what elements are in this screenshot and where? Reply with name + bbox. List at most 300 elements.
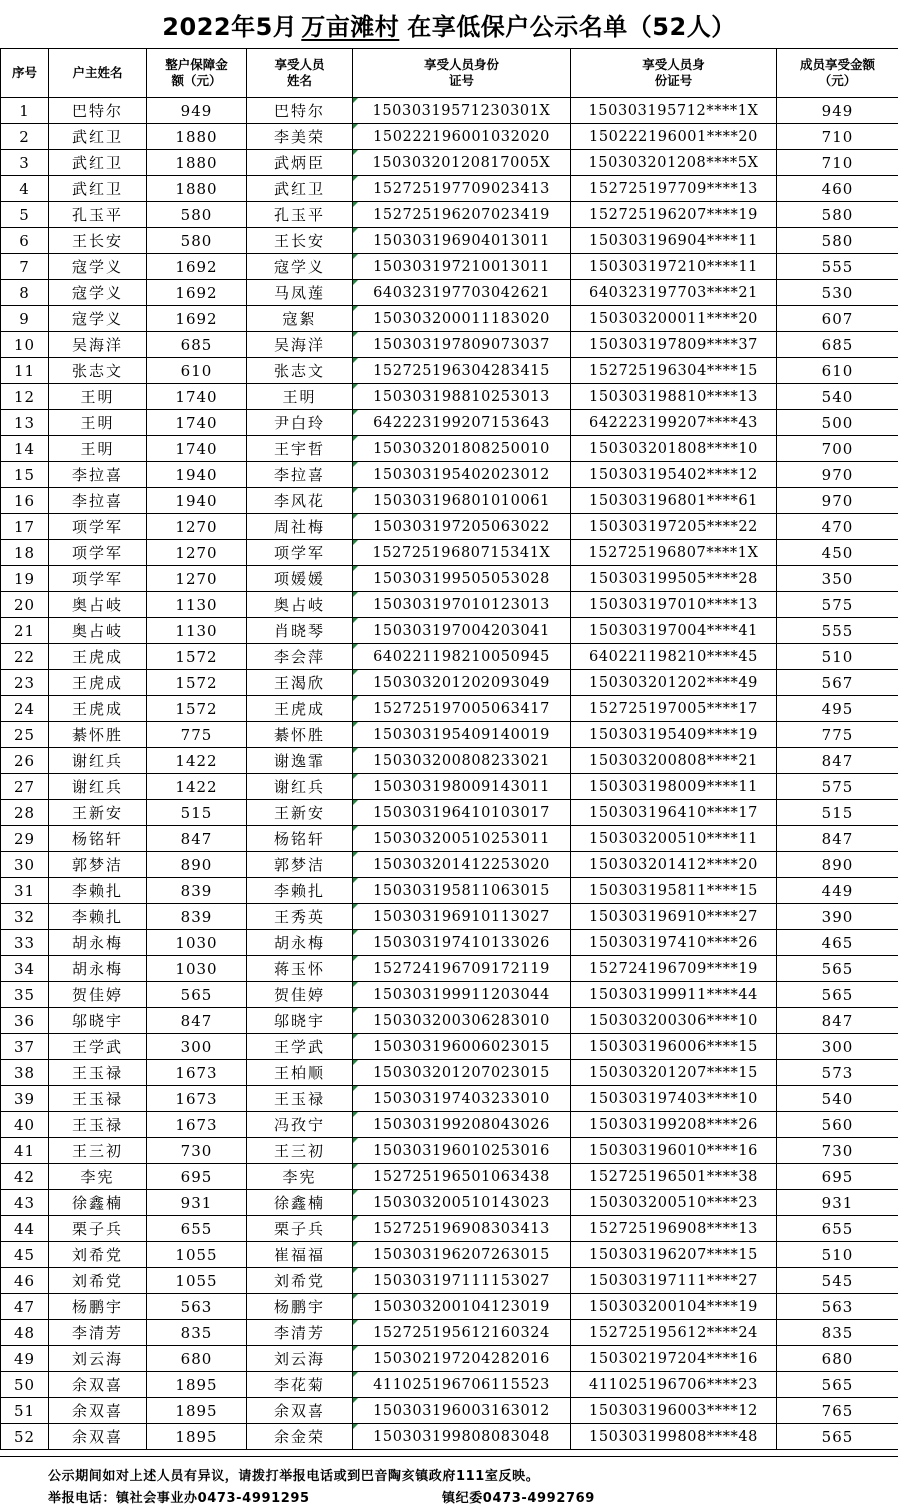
household-head: 王玉禄 [49, 1060, 147, 1086]
member-id: 150303195409140019 [353, 722, 571, 748]
member-name: 张志文 [247, 358, 353, 384]
table-header-row [1, 49, 898, 98]
row-index: 9 [1, 306, 49, 332]
member-id: 150303196207263015 [353, 1242, 571, 1268]
member-name: 周社梅 [247, 514, 353, 540]
member-amount: 560 [777, 1112, 898, 1138]
household-amount: 1895 [147, 1424, 247, 1450]
member-id-masked: 150303201808****10 [571, 436, 777, 462]
member-amount: 847 [777, 748, 898, 774]
member-name: 杨鹏宇 [247, 1294, 353, 1320]
table-row [1, 332, 898, 358]
page-title [0, 0, 898, 48]
member-id: 152725197005063417 [353, 696, 571, 722]
table-row [1, 1320, 898, 1346]
member-id-masked: 152725196908****13 [571, 1216, 777, 1242]
member-id-masked: 152725197005****17 [571, 696, 777, 722]
member-amount: 545 [777, 1268, 898, 1294]
member-id-masked: 152725196304****15 [571, 358, 777, 384]
member-amount: 610 [777, 358, 898, 384]
member-name: 李会萍 [247, 644, 353, 670]
table-row [1, 436, 898, 462]
member-id-masked: 150303199208****26 [571, 1112, 777, 1138]
member-id-masked: 150303201207****15 [571, 1060, 777, 1086]
table-row [1, 774, 898, 800]
member-amount: 530 [777, 280, 898, 306]
household-head: 余双喜 [49, 1372, 147, 1398]
member-id-masked: 150303196003****12 [571, 1398, 777, 1424]
household-head: 王虎成 [49, 696, 147, 722]
household-amount: 931 [147, 1190, 247, 1216]
row-index: 7 [1, 254, 49, 280]
household-head: 谢红兵 [49, 774, 147, 800]
member-name: 李风花 [247, 488, 353, 514]
member-id-masked: 150303196006****15 [571, 1034, 777, 1060]
row-index: 26 [1, 748, 49, 774]
member-amount: 573 [777, 1060, 898, 1086]
member-id-masked: 150303200306****10 [571, 1008, 777, 1034]
table-row [1, 514, 898, 540]
household-amount: 655 [147, 1216, 247, 1242]
member-id-masked: 150303198810****13 [571, 384, 777, 410]
member-id: 152725196304283415 [353, 358, 571, 384]
household-head: 李赖扎 [49, 878, 147, 904]
table-row [1, 1008, 898, 1034]
member-id: 150303200011183020 [353, 306, 571, 332]
row-index: 17 [1, 514, 49, 540]
member-id-masked: 150303201412****20 [571, 852, 777, 878]
member-name: 巴特尔 [247, 98, 353, 124]
table-row [1, 930, 898, 956]
household-head: 武红卫 [49, 176, 147, 202]
row-index: 6 [1, 228, 49, 254]
table-row [1, 280, 898, 306]
member-id-masked: 411025196706****23 [571, 1372, 777, 1398]
member-id: 150303201808250010 [353, 436, 571, 462]
member-name: 吴海洋 [247, 332, 353, 358]
household-head: 王三初 [49, 1138, 147, 1164]
member-id: 150303200104123019 [353, 1294, 571, 1320]
member-id: 150303199505053028 [353, 566, 571, 592]
household-head: 武红卫 [49, 124, 147, 150]
member-id: 150303196801010061 [353, 488, 571, 514]
household-amount: 1673 [147, 1060, 247, 1086]
row-index: 49 [1, 1346, 49, 1372]
member-amount: 655 [777, 1216, 898, 1242]
table-row [1, 1138, 898, 1164]
member-name: 李清芳 [247, 1320, 353, 1346]
member-amount: 450 [777, 540, 898, 566]
member-amount: 563 [777, 1294, 898, 1320]
household-amount: 1055 [147, 1268, 247, 1294]
member-amount: 495 [777, 696, 898, 722]
household-amount: 1692 [147, 306, 247, 332]
row-index: 27 [1, 774, 49, 800]
member-amount: 730 [777, 1138, 898, 1164]
row-index: 23 [1, 670, 49, 696]
table-row [1, 852, 898, 878]
member-id-masked: 150303201208****5X [571, 150, 777, 176]
household-head: 李拉喜 [49, 488, 147, 514]
member-id-masked: 150302197204****16 [571, 1346, 777, 1372]
member-id-masked: 150303197205****22 [571, 514, 777, 540]
footer-hotline-discipline: 镇纪委0473-4992769 [442, 1491, 595, 1506]
household-amount: 1940 [147, 462, 247, 488]
member-amount: 685 [777, 332, 898, 358]
member-id: 152724196709172119 [353, 956, 571, 982]
member-amount: 970 [777, 488, 898, 514]
member-id-masked: 152725196807****1X [571, 540, 777, 566]
member-id: 150303196904013011 [353, 228, 571, 254]
member-id: 152725196207023419 [353, 202, 571, 228]
household-amount: 847 [147, 826, 247, 852]
table-row [1, 878, 898, 904]
household-amount: 1895 [147, 1372, 247, 1398]
member-amount: 300 [777, 1034, 898, 1060]
table-row [1, 748, 898, 774]
household-amount: 1673 [147, 1086, 247, 1112]
table-row [1, 1268, 898, 1294]
household-amount: 1880 [147, 150, 247, 176]
member-name: 李花菊 [247, 1372, 353, 1398]
member-id-masked: 150303197410****26 [571, 930, 777, 956]
row-index: 11 [1, 358, 49, 384]
household-amount: 565 [147, 982, 247, 1008]
table-row [1, 800, 898, 826]
member-name: 李拉喜 [247, 462, 353, 488]
row-index: 14 [1, 436, 49, 462]
household-head: 栗子兵 [49, 1216, 147, 1242]
row-index: 5 [1, 202, 49, 228]
col-header-member-amount: 成员享受金额（元） [777, 49, 898, 98]
member-amount: 847 [777, 826, 898, 852]
table-row [1, 592, 898, 618]
row-index: 19 [1, 566, 49, 592]
table-row [1, 1086, 898, 1112]
table-row [1, 254, 898, 280]
household-amount: 1740 [147, 384, 247, 410]
member-id: 150303200510253011 [353, 826, 571, 852]
household-head: 李清芳 [49, 1320, 147, 1346]
member-id: 150222196001032020 [353, 124, 571, 150]
title-village: 万亩滩村 [301, 12, 400, 41]
row-index: 18 [1, 540, 49, 566]
row-index: 43 [1, 1190, 49, 1216]
household-amount: 1880 [147, 176, 247, 202]
household-head: 谢红兵 [49, 748, 147, 774]
member-name: 王虎成 [247, 696, 353, 722]
household-head: 胡永梅 [49, 956, 147, 982]
household-head: 奥占岐 [49, 618, 147, 644]
row-index: 34 [1, 956, 49, 982]
member-id: 150303198810253013 [353, 384, 571, 410]
member-id: 640323197703042621 [353, 280, 571, 306]
member-amount: 847 [777, 1008, 898, 1034]
member-amount: 607 [777, 306, 898, 332]
row-index: 51 [1, 1398, 49, 1424]
member-name: 杨铭轩 [247, 826, 353, 852]
household-head: 项学军 [49, 514, 147, 540]
household-head: 李宪 [49, 1164, 147, 1190]
member-id-masked: 150303197004****41 [571, 618, 777, 644]
row-index: 48 [1, 1320, 49, 1346]
member-id-masked: 150303196410****17 [571, 800, 777, 826]
member-id: 150303197410133026 [353, 930, 571, 956]
table-row [1, 1190, 898, 1216]
member-id-masked: 640221198210****45 [571, 644, 777, 670]
household-amount: 563 [147, 1294, 247, 1320]
member-name: 郭梦洁 [247, 852, 353, 878]
member-id: 150303195811063015 [353, 878, 571, 904]
member-id-masked: 642223199207****43 [571, 410, 777, 436]
member-id: 152725196501063438 [353, 1164, 571, 1190]
member-amount: 565 [777, 1372, 898, 1398]
row-index: 1 [1, 98, 49, 124]
row-index: 36 [1, 1008, 49, 1034]
household-head: 徐鑫楠 [49, 1190, 147, 1216]
member-amount: 575 [777, 592, 898, 618]
member-name: 奥占岐 [247, 592, 353, 618]
member-id: 150303197010123013 [353, 592, 571, 618]
table-row [1, 540, 898, 566]
member-id: 640221198210050945 [353, 644, 571, 670]
member-id-masked: 150303197403****10 [571, 1086, 777, 1112]
member-id: 150303198009143011 [353, 774, 571, 800]
row-index: 29 [1, 826, 49, 852]
beneficiary-table [0, 48, 898, 1450]
member-id: 150303197004203041 [353, 618, 571, 644]
household-amount: 1422 [147, 748, 247, 774]
row-index: 2 [1, 124, 49, 150]
row-index: 22 [1, 644, 49, 670]
member-id-masked: 150303199505****28 [571, 566, 777, 592]
title-prefix: 2022年5月 [162, 12, 298, 41]
household-head: 项学军 [49, 566, 147, 592]
member-name: 李宪 [247, 1164, 353, 1190]
member-id-masked: 152725196501****38 [571, 1164, 777, 1190]
col-header-index: 序号 [1, 49, 49, 98]
row-index: 50 [1, 1372, 49, 1398]
row-index: 40 [1, 1112, 49, 1138]
row-index: 35 [1, 982, 49, 1008]
household-head: 刘希党 [49, 1268, 147, 1294]
member-id: 150303196010253016 [353, 1138, 571, 1164]
member-name: 綦怀胜 [247, 722, 353, 748]
table-row [1, 1242, 898, 1268]
member-name: 武红卫 [247, 176, 353, 202]
member-id: 150303197210013011 [353, 254, 571, 280]
member-id: 150303201207023015 [353, 1060, 571, 1086]
household-amount: 695 [147, 1164, 247, 1190]
household-amount: 1880 [147, 124, 247, 150]
household-amount: 1895 [147, 1398, 247, 1424]
table-row [1, 202, 898, 228]
member-id: 150303196410103017 [353, 800, 571, 826]
row-index: 44 [1, 1216, 49, 1242]
household-amount: 847 [147, 1008, 247, 1034]
table-row [1, 98, 898, 124]
household-head: 寇学义 [49, 254, 147, 280]
table-row [1, 176, 898, 202]
row-index: 10 [1, 332, 49, 358]
member-amount: 555 [777, 618, 898, 644]
member-id: 150303201412253020 [353, 852, 571, 878]
household-head: 孔玉平 [49, 202, 147, 228]
household-head: 王明 [49, 436, 147, 462]
row-index: 4 [1, 176, 49, 202]
household-amount: 1270 [147, 540, 247, 566]
household-amount: 890 [147, 852, 247, 878]
row-index: 31 [1, 878, 49, 904]
member-id-masked: 150303197809****37 [571, 332, 777, 358]
household-amount: 1270 [147, 514, 247, 540]
household-head: 郭梦洁 [49, 852, 147, 878]
household-head: 吴海洋 [49, 332, 147, 358]
row-index: 33 [1, 930, 49, 956]
household-head: 李赖扎 [49, 904, 147, 930]
household-head: 刘希党 [49, 1242, 147, 1268]
member-amount: 765 [777, 1398, 898, 1424]
member-id-masked: 152725195612****24 [571, 1320, 777, 1346]
member-amount: 970 [777, 462, 898, 488]
member-id: 150303195402023012 [353, 462, 571, 488]
table-body [1, 98, 898, 1450]
member-amount: 710 [777, 124, 898, 150]
member-id-masked: 150303197010****13 [571, 592, 777, 618]
household-amount: 1572 [147, 670, 247, 696]
table-row [1, 462, 898, 488]
row-index: 42 [1, 1164, 49, 1190]
member-name: 肖晓琴 [247, 618, 353, 644]
member-id-masked: 150303200808****21 [571, 748, 777, 774]
member-id-masked: 150303201202****49 [571, 670, 777, 696]
household-head: 巴特尔 [49, 98, 147, 124]
member-name: 栗子兵 [247, 1216, 353, 1242]
household-amount: 685 [147, 332, 247, 358]
table-row [1, 1372, 898, 1398]
member-id: 150303197205063022 [353, 514, 571, 540]
row-index: 12 [1, 384, 49, 410]
table-row [1, 904, 898, 930]
household-head: 武红卫 [49, 150, 147, 176]
table-row [1, 956, 898, 982]
member-id: 150303197111153027 [353, 1268, 571, 1294]
household-head: 刘云海 [49, 1346, 147, 1372]
household-head: 余双喜 [49, 1424, 147, 1450]
member-amount: 775 [777, 722, 898, 748]
member-id-masked: 150303196910****27 [571, 904, 777, 930]
household-amount: 1692 [147, 280, 247, 306]
household-head: 胡永梅 [49, 930, 147, 956]
member-id-masked: 150303195409****19 [571, 722, 777, 748]
household-head: 王虎成 [49, 644, 147, 670]
col-header-member-id: 享受人员身份证号 [353, 49, 571, 98]
member-amount: 510 [777, 644, 898, 670]
member-id: 150303197809073037 [353, 332, 571, 358]
household-amount: 1270 [147, 566, 247, 592]
member-amount: 835 [777, 1320, 898, 1346]
member-id-masked: 152724196709****19 [571, 956, 777, 982]
table-row [1, 618, 898, 644]
member-id: 150303199208043026 [353, 1112, 571, 1138]
household-head: 杨铭轩 [49, 826, 147, 852]
household-head: 邬晓宇 [49, 1008, 147, 1034]
member-amount: 700 [777, 436, 898, 462]
member-name: 马凤莲 [247, 280, 353, 306]
member-name: 尹白玲 [247, 410, 353, 436]
household-amount: 515 [147, 800, 247, 826]
member-amount: 710 [777, 150, 898, 176]
member-name: 王三初 [247, 1138, 353, 1164]
table-row [1, 1164, 898, 1190]
member-name: 项学军 [247, 540, 353, 566]
member-amount: 460 [777, 176, 898, 202]
household-head: 王玉禄 [49, 1086, 147, 1112]
member-id-masked: 150303200011****20 [571, 306, 777, 332]
member-id-masked: 150303195712****1X [571, 98, 777, 124]
member-name: 寇絮 [247, 306, 353, 332]
member-id: 150303196910113027 [353, 904, 571, 930]
household-amount: 1673 [147, 1112, 247, 1138]
member-name: 寇学义 [247, 254, 353, 280]
household-head: 王明 [49, 410, 147, 436]
member-id: 15030319571230301X [353, 98, 571, 124]
household-amount: 775 [147, 722, 247, 748]
household-head: 项学军 [49, 540, 147, 566]
table-row [1, 228, 898, 254]
member-id: 150302197204282016 [353, 1346, 571, 1372]
member-name: 蒋玉怀 [247, 956, 353, 982]
member-amount: 515 [777, 800, 898, 826]
table-row [1, 410, 898, 436]
row-index: 13 [1, 410, 49, 436]
member-name: 贺佳婷 [247, 982, 353, 1008]
table-row [1, 1398, 898, 1424]
member-name: 武炳臣 [247, 150, 353, 176]
household-amount: 580 [147, 202, 247, 228]
table-row [1, 566, 898, 592]
footer-notice [0, 1456, 898, 1512]
member-id: 642223199207153643 [353, 410, 571, 436]
member-id: 150303200306283010 [353, 1008, 571, 1034]
col-header-member-name: 享受人员姓名 [247, 49, 353, 98]
member-id-masked: 150303196010****16 [571, 1138, 777, 1164]
household-head: 綦怀胜 [49, 722, 147, 748]
table-row [1, 696, 898, 722]
member-id: 150303201202093049 [353, 670, 571, 696]
table-row [1, 826, 898, 852]
member-id: 152725196908303413 [353, 1216, 571, 1242]
household-amount: 839 [147, 904, 247, 930]
member-amount: 567 [777, 670, 898, 696]
household-amount: 580 [147, 228, 247, 254]
member-name: 刘希党 [247, 1268, 353, 1294]
member-id-masked: 150303198009****11 [571, 774, 777, 800]
household-amount: 1130 [147, 592, 247, 618]
member-id-masked: 640323197703****21 [571, 280, 777, 306]
col-header-household-head: 户主姓名 [49, 49, 147, 98]
member-name: 王新安 [247, 800, 353, 826]
member-id-masked: 150303196207****15 [571, 1242, 777, 1268]
household-amount: 949 [147, 98, 247, 124]
household-amount: 680 [147, 1346, 247, 1372]
member-name: 项媛媛 [247, 566, 353, 592]
row-index: 16 [1, 488, 49, 514]
member-name: 余双喜 [247, 1398, 353, 1424]
row-index: 3 [1, 150, 49, 176]
household-head: 张志文 [49, 358, 147, 384]
table-row [1, 124, 898, 150]
